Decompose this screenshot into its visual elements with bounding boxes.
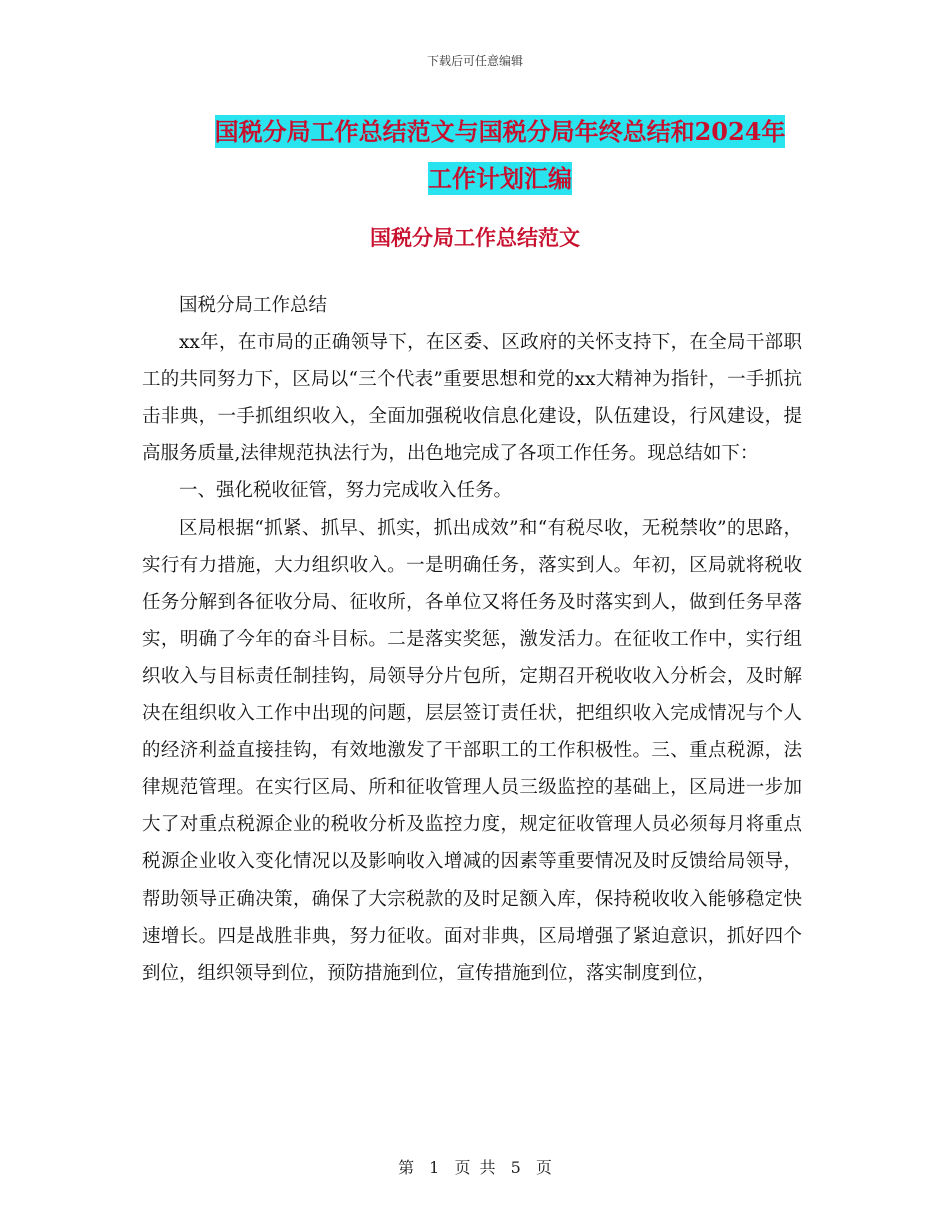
paragraph-body: 区局根据“抓紧、抓早、抓实，抓出成效”和“有税尽收，无税禁收”的思路，实行有力措施，大力组织收入。一是明确任务，落实到人。年初，区局就将税收任务分解到各征收分局、征收所，各单位又将任务及时落实到人，做到任务早落实，明确了今年的奋斗目标。二是落实奖惩，激发活力。在征收工作中，实行组织收入与目标责任制挂钩，局领导分片包所，定期召开税收收入分析会，及时解决在组织收入工作中出现的问题，层层签订责任状，把组织收入完成情况与个人的经济利益直接挂钩，有效地激发了干部职工的工作积极性。三、重点税源，法律规范管理。在实行区局、所和征收管理人员三级监控的基础上，区局进一步加大了对重点税源企业的税收分析及监控力度，规定征收管理人员必须每月将重点税源企业收入变化情况以及影响收入增减的因素等重要情况及时反馈给局领导，帮助领导正确决策，确保了大宗税款的及时足额入库，保持税收收入能够稳定快速增长。四是战胜非典，努力征收。面对非典，区局增强了紧迫意识，抓好四个到位，组织领导到位，预防措施到位，宣传措施到位，落实制度到位， — [142, 517, 802, 984]
section-title: 国税分局工作总结范文 — [370, 225, 580, 250]
paragraph-section-heading: 一、强化税收征管，努力完成收入任务。 — [179, 480, 513, 502]
footer-prefix: 第 — [398, 1158, 415, 1177]
header-note: 下载后可任意编辑 — [426, 54, 523, 68]
document-title-line2: 工作计划汇编 — [428, 164, 572, 193]
footer-suffix: 页 — [535, 1158, 552, 1177]
footer-current-page: 1 — [429, 1158, 440, 1177]
document-title — [180, 108, 820, 202]
paragraph-heading: 国税分局工作总结 — [179, 295, 328, 316]
document-title-line1: 国税分局工作总结范文与国税分局年终总结和2024年 — [214, 117, 786, 146]
body-text — [142, 287, 802, 992]
page-footer — [0, 1155, 950, 1178]
paragraph-intro: xx年，在市局的正确领导下，在区委、区政府的关怀支持下，在全局干部职工的共同努力下，区局以“三个代表”重要思想和党的xx大精神为指针，一手抓抗击非典，一手抓组织收入，全面加强税收信息化建设，队伍建设，行风建设，提高服务质量,法律规范执法行为，出色地完成了各项工作任务。现总结如下： — [142, 332, 802, 465]
footer-middle: 页 共 — [454, 1158, 496, 1177]
footer-total-pages: 5 — [510, 1158, 521, 1177]
